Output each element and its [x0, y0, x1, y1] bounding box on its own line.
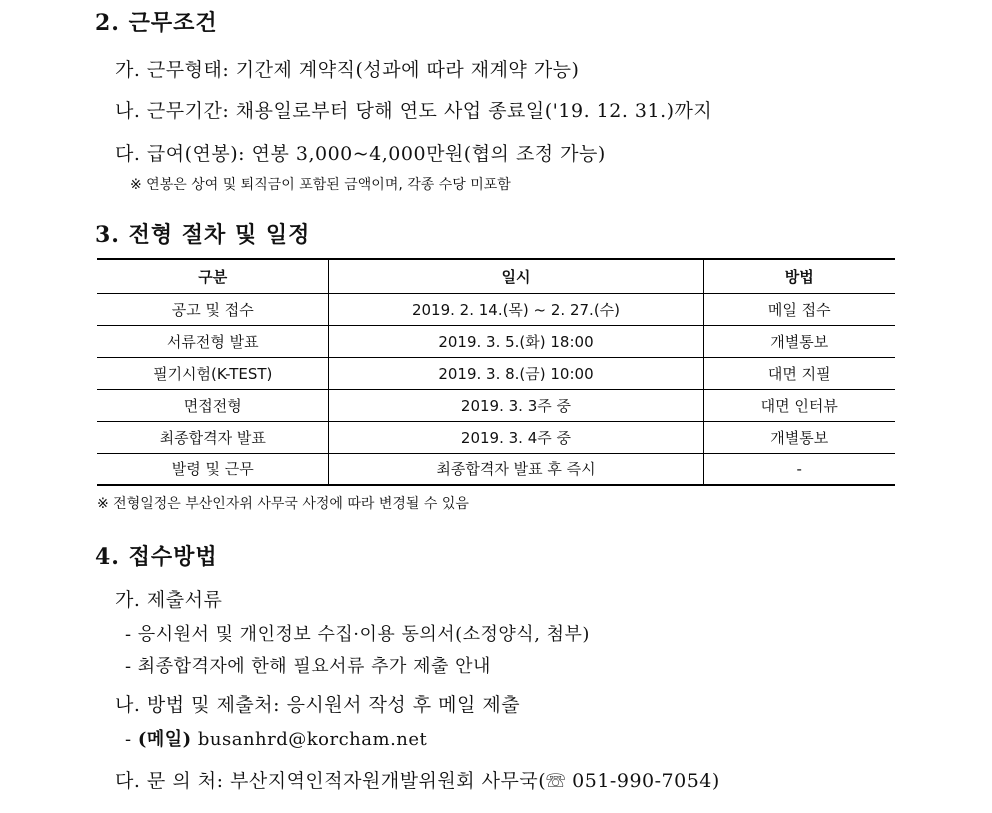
- mail-address[interactable]: busanhrd@korcham.net: [197, 729, 428, 750]
- cell-method: 메일 접수: [703, 293, 895, 325]
- documents-item-1: - 응시원서 및 개인정보 수집·이용 동의서(소정양식, 첨부): [125, 624, 590, 645]
- cell-category: 서류전형 발표: [97, 325, 329, 357]
- header-method: 방법: [703, 259, 895, 293]
- table-row: [97, 389, 895, 421]
- cell-category: 최종합격자 발표: [97, 421, 329, 453]
- table-row: [97, 357, 895, 389]
- cell-method: 개별통보: [703, 325, 895, 357]
- cell-date: 최종합격자 발표 후 즉시: [329, 453, 703, 485]
- section3-heading: 3. 전형 절차 및 일정: [95, 222, 311, 248]
- method-line: 나. 방법 및 제출처: 응시원서 작성 후 메일 제출: [115, 694, 521, 716]
- contact-line: 다. 문 의 처: 부산지역인적자원개발위원회 사무국(☏ 051-990-7054): [115, 770, 720, 792]
- table-row: [97, 453, 895, 485]
- salary-line: 다. 급여(연봉): 연봉 3,000~4,000만원(협의 조정 가능): [115, 143, 606, 165]
- cell-date: 2019. 3. 5.(화) 18:00: [329, 325, 703, 357]
- schedule-table: [97, 258, 895, 486]
- cell-method: 대면 인터뷰: [703, 389, 895, 421]
- header-category: 구분: [97, 259, 329, 293]
- table-row: [97, 421, 895, 453]
- cell-method: 대면 지필: [703, 357, 895, 389]
- cell-method: -: [703, 453, 895, 485]
- section4-heading: 4. 접수방법: [95, 544, 218, 570]
- cell-date: 2019. 3. 4주 중: [329, 421, 703, 453]
- cell-category: 공고 및 접수: [97, 293, 329, 325]
- table-row: [97, 293, 895, 325]
- cell-category: 면접전형: [97, 389, 329, 421]
- cell-category: 발령 및 근무: [97, 453, 329, 485]
- mail-prefix: -: [125, 729, 138, 750]
- mail-label: (메일): [137, 729, 192, 750]
- cell-category: 필기시험(K-TEST): [97, 357, 329, 389]
- cell-method: 개별통보: [703, 421, 895, 453]
- salary-note: ※ 연봉은 상여 및 퇴직금이 포함된 금액이며, 각종 수당 미포함: [130, 177, 511, 193]
- table-header-row: [97, 259, 895, 293]
- mail-line: [125, 725, 427, 751]
- cell-date: 2019. 2. 14.(목) ~ 2. 27.(수): [329, 293, 703, 325]
- documents-item-2: - 최종합격자에 한해 필요서류 추가 제출 안내: [125, 656, 491, 677]
- cell-date: 2019. 3. 8.(금) 10:00: [329, 357, 703, 389]
- header-date: 일시: [329, 259, 703, 293]
- cell-date: 2019. 3. 3주 중: [329, 389, 703, 421]
- table-row: [97, 325, 895, 357]
- work-type-line: 가. 근무형태: 기간제 계약직(성과에 따라 재계약 가능): [115, 59, 580, 81]
- schedule-note: ※ 전형일정은 부산인자위 사무국 사정에 따라 변경될 수 있음: [97, 496, 469, 512]
- section2-heading: 2. 근무조건: [95, 10, 218, 36]
- documents-line: 가. 제출서류: [115, 589, 223, 611]
- work-period-line: 나. 근무기간: 채용일로부터 당해 연도 사업 종료일('19. 12. 31.)까지: [115, 100, 713, 122]
